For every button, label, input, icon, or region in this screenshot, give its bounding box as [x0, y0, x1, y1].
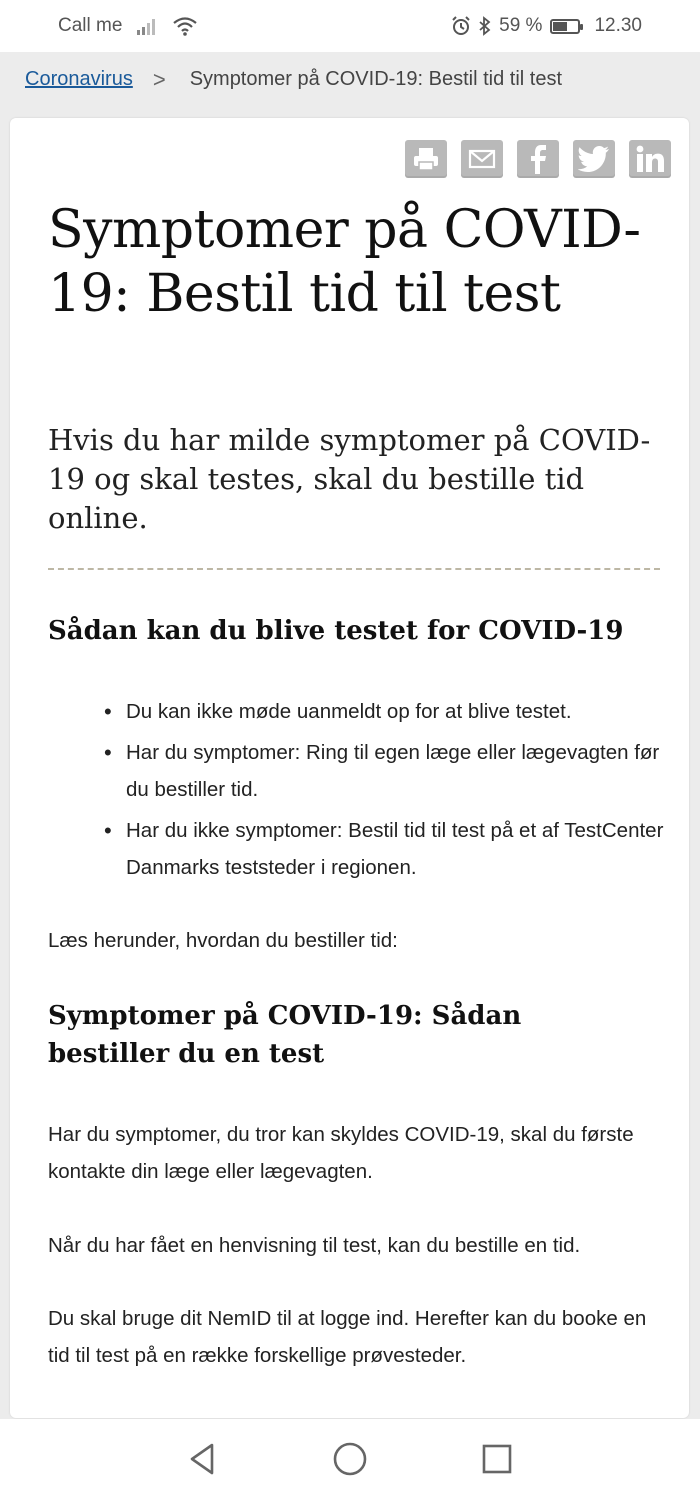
home-button[interactable]: [320, 1429, 380, 1489]
home-icon: [332, 1441, 368, 1477]
status-bar-right: [451, 15, 642, 37]
intro-text: Læs herunder, hvordan du bestiller tid:: [48, 929, 398, 952]
facebook-icon: [527, 144, 549, 174]
battery-percent: 59 %: [499, 15, 543, 36]
linkedin-share-button[interactable]: [629, 140, 671, 178]
clock-time: 12.30: [594, 15, 642, 36]
back-button[interactable]: [173, 1429, 233, 1489]
linkedin-icon: [635, 145, 665, 173]
alarm-icon: [451, 16, 471, 36]
breadcrumb: [0, 52, 700, 107]
status-bar-left: [58, 15, 198, 37]
bullet-list: [104, 693, 664, 890]
paragraph: Har du symptomer, du tror kan skyldes COVID-19, skal du første kontakte din læge eller lægevagten.: [48, 1123, 634, 1183]
back-icon: [186, 1442, 220, 1476]
email-icon: [468, 148, 496, 170]
page-title: Symptomer på COVID-19: Bestil tid til test: [48, 200, 641, 324]
print-button[interactable]: [405, 140, 447, 178]
wifi-icon: [172, 16, 198, 36]
signal-icon: [136, 17, 158, 35]
facebook-share-button[interactable]: [517, 140, 559, 178]
list-item: • Du kan ikke møde uanmeldt op for at blive testet.: [104, 693, 664, 730]
paragraph: Du skal bruge dit NemID til at logge ind. Herefter kan du booke en tid til test på en række forskellige prøvesteder.: [48, 1307, 647, 1367]
chevron-right-icon: >: [152, 66, 166, 92]
recents-icon: [481, 1443, 513, 1475]
breadcrumb-link-coronavirus[interactable]: Coronavirus: [25, 68, 133, 90]
divider: [48, 568, 660, 570]
battery-icon: [550, 19, 580, 34]
article-lead: Hvis du har milde symptomer på COVID-19 og skal testes, skal du bestille tid online.: [48, 423, 651, 535]
breadcrumb-current: Symptomer på COVID-19: Bestil tid til test: [189, 68, 563, 90]
bluetooth-icon: [479, 16, 491, 36]
share-toolbar: [405, 140, 671, 178]
article-card: [10, 118, 689, 1418]
status-bar: [0, 0, 700, 52]
print-icon: [412, 146, 440, 172]
list-item: • Har du symptomer: Ring til egen læge eller lægevagten før du bestiller tid.: [104, 734, 664, 808]
paragraph: Når du har fået en henvisning til test, kan du bestille en tid.: [48, 1234, 581, 1257]
navigation-bar: [0, 1419, 700, 1499]
section-heading-test: Sådan kan du blive testet for COVID-19: [48, 616, 624, 646]
twitter-icon: [578, 146, 610, 172]
twitter-share-button[interactable]: [573, 140, 615, 178]
battery-level-fill: [553, 22, 567, 31]
email-button[interactable]: [461, 140, 503, 178]
carrier-label: Call me: [58, 15, 123, 36]
section-heading-booking: Symptomer på COVID-19: Sådan bestiller du en test: [48, 1001, 522, 1069]
recents-button[interactable]: [467, 1429, 527, 1489]
list-item: • Har du ikke symptomer: Bestil tid til test på et af TestCenter Danmarks teststeder i regionen.: [104, 812, 664, 886]
